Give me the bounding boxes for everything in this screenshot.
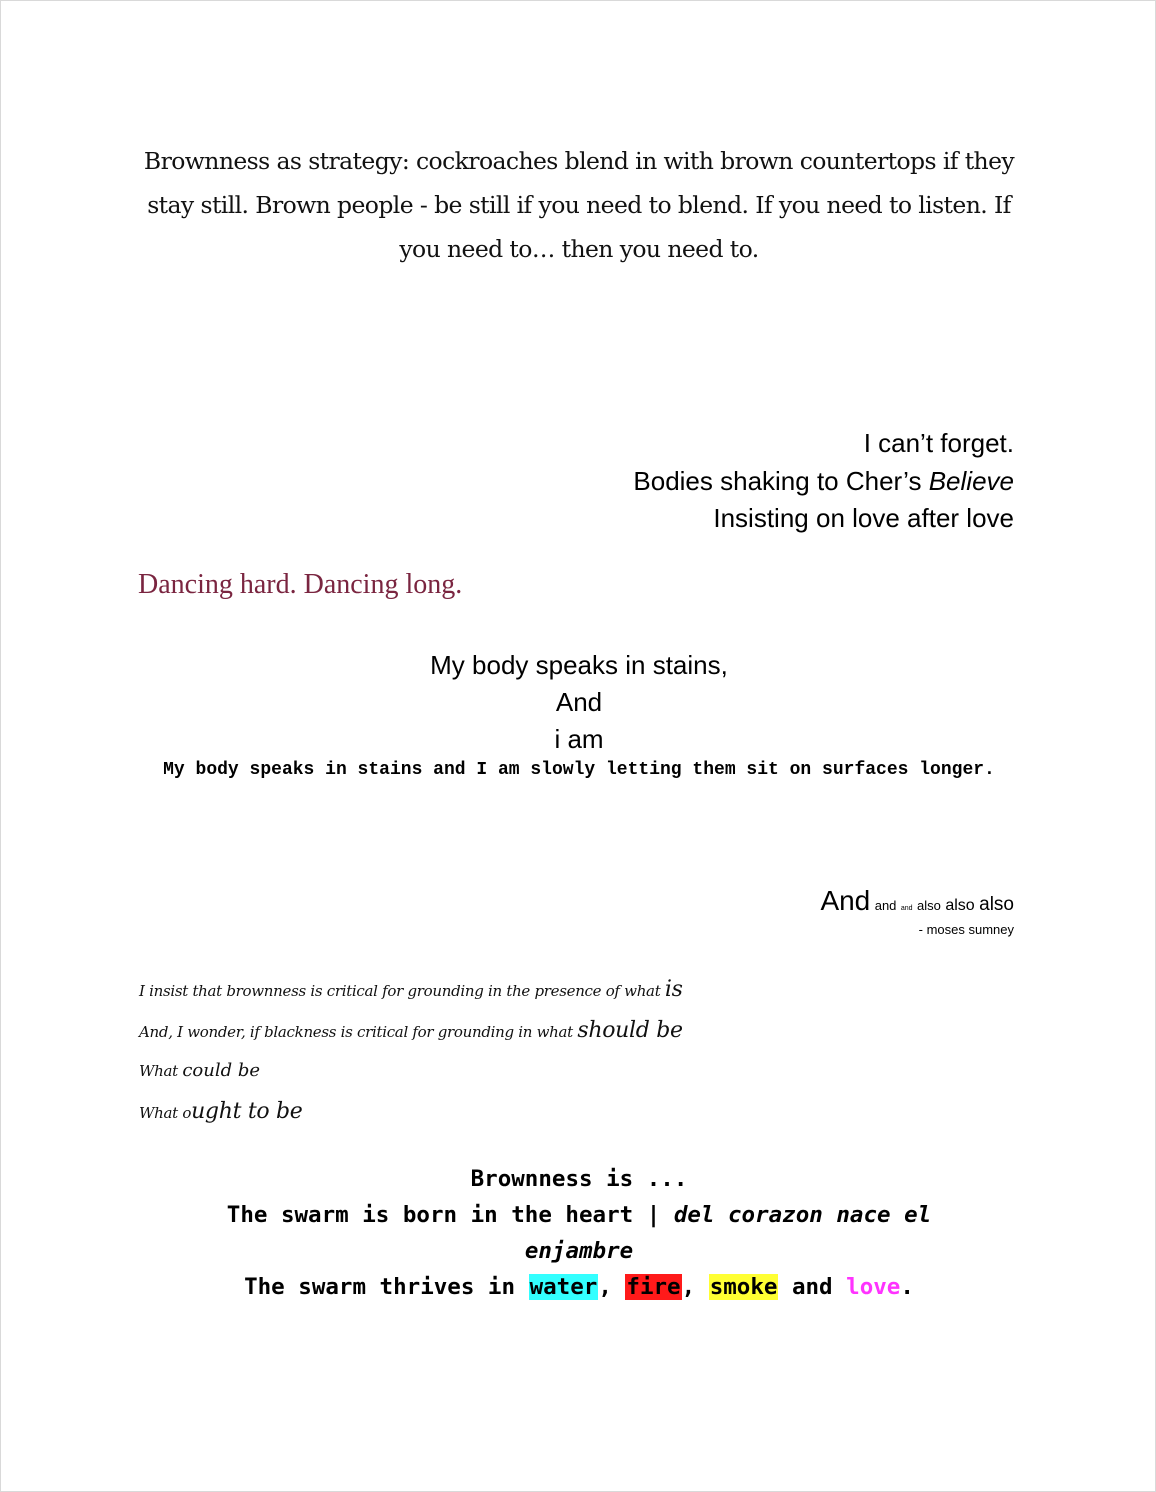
word-also-large: also <box>979 894 1014 915</box>
stains-mono-sentence: My body speaks in stains and I am slowly letting them sit on surfaces longer. <box>163 760 995 780</box>
word-also-small: also <box>917 898 941 913</box>
word-and-small: and <box>874 898 897 913</box>
swarm-thrives-line <box>181 1269 977 1305</box>
forget-line-1: I can’t forget. <box>863 428 1014 458</box>
comma-separator: , <box>681 1274 709 1300</box>
stains-line-1: My body speaks in stains, <box>430 650 728 680</box>
handwritten-line-1-emphasis: is <box>664 977 683 1002</box>
word-and-tiny: and <box>900 905 913 912</box>
forget-line-3: Insisting on love after love <box>713 503 1014 533</box>
brownness-strategy-paragraph <box>141 139 1017 271</box>
handwritten-line-2-text: And, I wonder, if blackness is critical for grounding in what <box>139 1023 578 1041</box>
swarm-born-line <box>181 1197 977 1269</box>
paragraph-line-3: you need to… then you need to. <box>399 235 759 263</box>
stains-stanza <box>1 647 1156 758</box>
swarm-stanza <box>181 1161 977 1305</box>
handwritten-line-3 <box>139 1060 260 1081</box>
stains-line-2: And <box>555 687 603 717</box>
moses-sumney-credit: - moses sumney <box>918 922 1014 937</box>
final-period: . <box>900 1274 914 1300</box>
water-highlight: water <box>529 1274 598 1300</box>
handwritten-line-1 <box>139 977 683 1002</box>
handwritten-line-2 <box>139 1018 683 1043</box>
fire-highlight: fire <box>626 1274 681 1300</box>
cant-forget-stanza <box>633 425 1014 538</box>
handwritten-line-3-emphasis: could be <box>182 1060 261 1081</box>
love-word: love <box>846 1274 901 1300</box>
swarm-born-text: The swarm is born in the heart | <box>226 1202 674 1228</box>
spanish-phrase: del corazon nace el enjambre <box>524 1202 932 1264</box>
stains-line-3: i am <box>554 724 604 754</box>
and-word: and <box>778 1274 847 1300</box>
handwritten-line-4-emphasis: ught to be <box>191 1099 303 1124</box>
handwritten-line-2-emphasis: should be <box>577 1018 683 1043</box>
comma-separator: , <box>598 1274 626 1300</box>
word-and-large: And <box>820 885 871 916</box>
handwritten-line-3-text: What <box>139 1062 183 1080</box>
swarm-thrives-text: The swarm thrives in <box>244 1274 529 1300</box>
handwritten-line-4 <box>139 1099 303 1124</box>
believe-title: Believe <box>928 465 1014 496</box>
word-also-medium: also <box>945 897 975 914</box>
brownness-is-line: Brownness is ... <box>470 1166 688 1192</box>
handwritten-line-4-text: What o <box>139 1104 192 1122</box>
handwritten-line-1-text: I insist that brownness is critical for grounding in the presence of what <box>139 982 665 1000</box>
paragraph-line-1: Brownness as strategy: cockroaches blend in with brown countertops if they <box>143 147 1015 175</box>
smoke-highlight: smoke <box>709 1274 778 1300</box>
dancing-line: Dancing hard. Dancing long. <box>138 569 463 600</box>
and-also-line <box>820 885 1014 917</box>
forget-line-2 <box>633 463 1014 501</box>
forget-line-2-text: Bodies shaking to Cher’s <box>633 465 929 496</box>
paragraph-line-2: stay still. Brown people - be still if you need to blend. If you need to listen. If <box>147 191 1011 219</box>
